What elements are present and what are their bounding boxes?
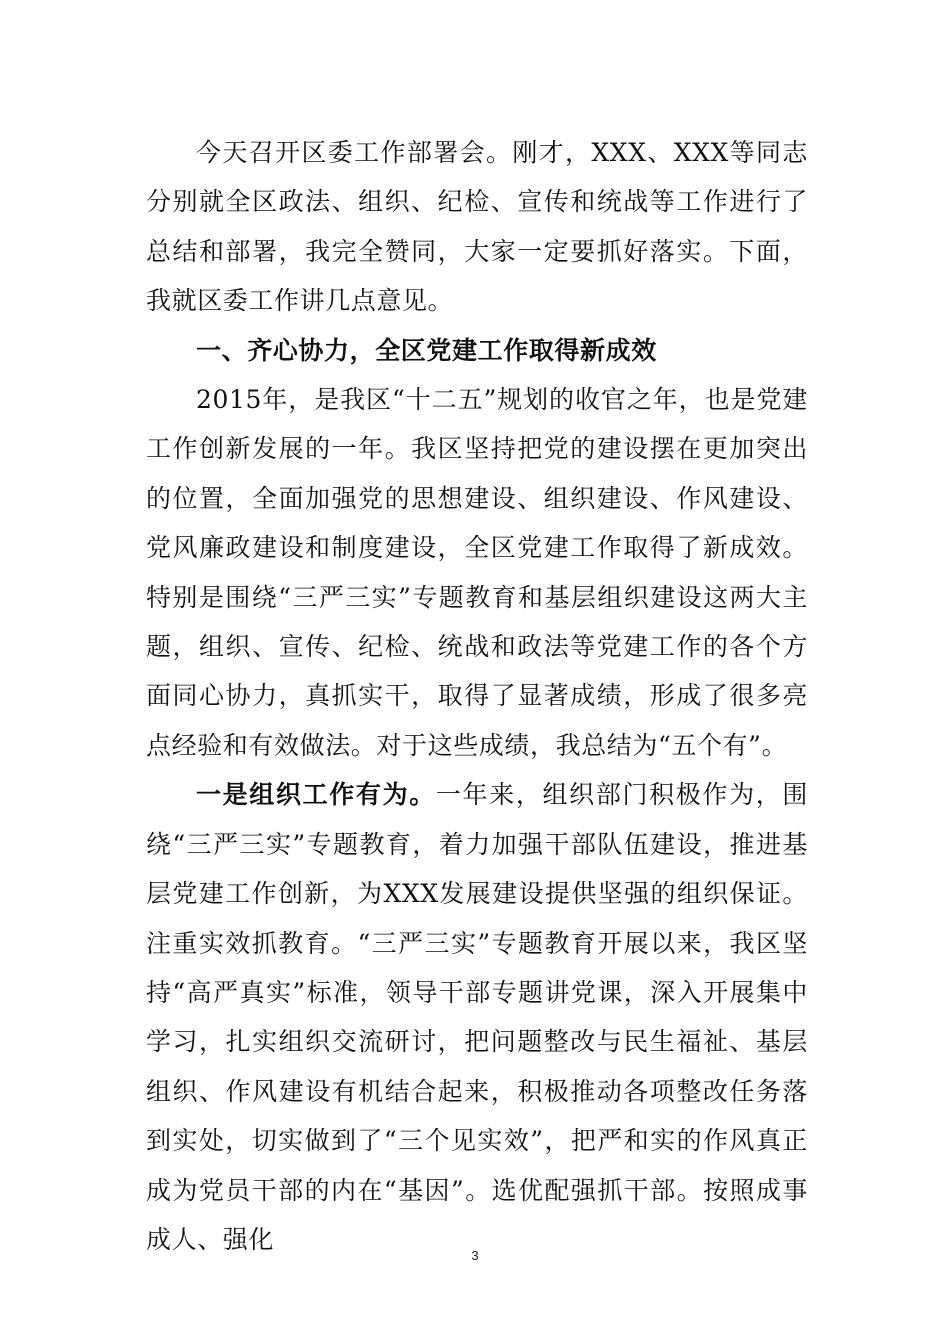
paragraph-text: 一年来，组织部门积极作为，围绕“三严三实”专题教育，着力加强干部队伍建设，推进基层党建工作创新，为XXX发展建设提供坚强的组织保证。注重实效抓教育。“三严三实”专题教育开展以来，我区坚持“高严真实”标准，领导干部专题讲党课，深入开展集中学习，扎实组织交流研讨，把问题整改与民生福祉、基层组织、作风建设有机结合起来，积极推动各项整改任务落到实处，切实做到了“三个见实效”，把严和实的作风真正成为党员干部的内在“基因”。选优配强抓干部。按照成事成人、强化	[146, 780, 808, 1254]
paragraph-text: 今天召开区委工作部署会。刚才，XXX、XXX等同志分别就全区政法、组织、纪检、宣传和统战等工作进行了总结和部署，我完全赞同，大家一定要抓好落实。下面，我就区委工作讲几点意见。	[146, 138, 808, 316]
organization-work-paragraph	[146, 770, 808, 1264]
page-number: 3	[471, 1248, 479, 1263]
intro-paragraph	[146, 128, 808, 326]
paragraph-lead: 一是组织工作有为。	[196, 780, 436, 810]
heading-text: 一、齐心协力，全区党建工作取得新成效	[196, 335, 657, 365]
paragraph-text: 2015年，是我区“十二五”规划的收官之年，也是党建工作创新发展的一年。我区坚持把党的建设摆在更加突出的位置，全面加强党的思想建设、组织建设、作风建设、党风廉政建设和制度建设，全区党建工作取得了新成效。特别是围绕“三严三实”专题教育和基层组织建设这两大主题，组织、宣传、纪检、统战和政法等党建工作的各个方面同心协力，真抓实干，取得了显著成绩，形成了很多亮点经验和有效做法。对于这些成绩，我总结为“五个有”。	[146, 385, 808, 760]
document-body	[146, 128, 808, 1264]
summary-paragraph	[146, 375, 808, 770]
section-heading	[146, 326, 808, 375]
